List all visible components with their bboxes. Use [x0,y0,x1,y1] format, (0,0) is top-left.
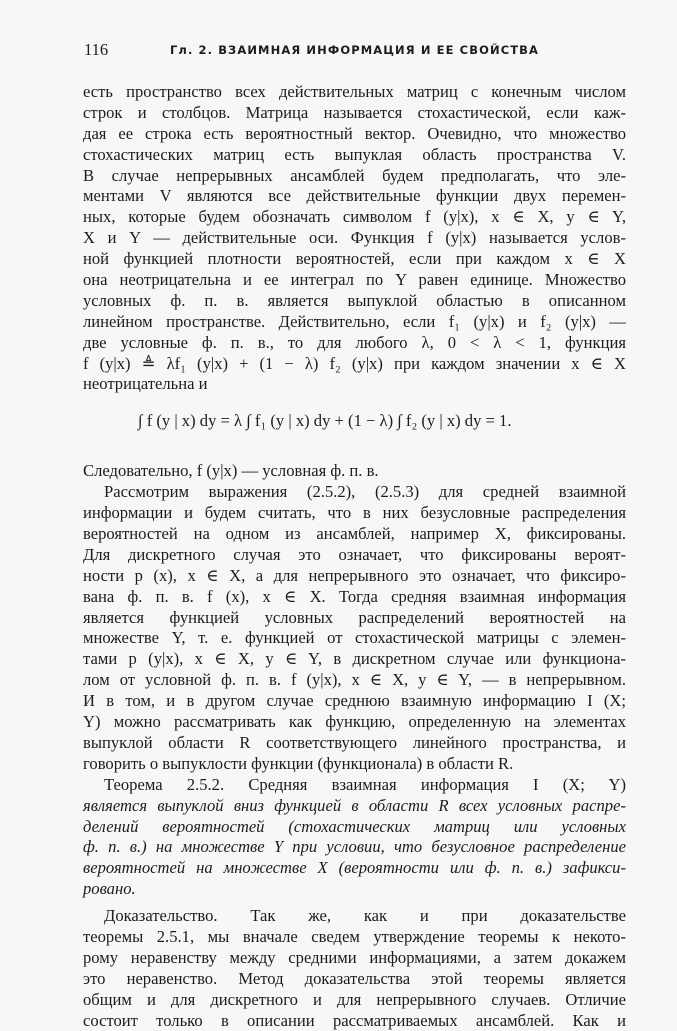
display-formula [83,395,626,461]
text-line: теоремы 2.5.1, мы вначале сведем утверждение теоремы к некото- [83,926,626,946]
text-line: условных ф. п. в. является выпуклой областью в описанном [83,290,626,310]
text-line: В случае непрерывных ансамблей будем предполагать, что эле- [83,165,626,185]
text-line: f (y|x) ≜ λf₁ (y|x) + (1 − λ) f₂ (y|x) при каждом значении x ∈ X [83,353,626,373]
text-line: X и Y — действительные оси. Функция f (y|x) называется услов- [83,228,626,248]
text-line: Рассмотрим выражения (2.5.2), (2.5.3) для средней взаимной [104,482,626,502]
text-line: есть пространство всех действительных матриц с конечным числом [83,82,626,101]
text-line: лом от условной ф. п. в. f (y|x), x ∈ X, y ∈ Y, — в непрерывном. [83,670,626,690]
text-line: две условные ф. п. в., то для любого λ, 0 < λ < 1, функция [83,332,626,352]
text-line: строк и столбцов. Матрица называется стохастической, если каж- [83,102,626,122]
paragraph-3 [83,482,626,774]
text-line: множестве Y, т. е. функцией от стохастической матрицы с элемен- [83,628,626,648]
text-line: вана ф. п. в. f (x), x ∈ X. Тогда средняя взаимная информация [83,586,626,606]
theorem-line: ровано. [83,879,136,899]
text-line: это неравенство. Метод доказательства этой теоремы является [83,968,626,988]
text-line: она неотрицательна и ее интеграл по Y равен единице. Множество [83,270,626,290]
theorem-heading-line: Теорема 2.5.2. Средняя взаимная информация I (X; Y) [104,774,626,794]
text-line: линейном пространстве. Действительно, если f₁ (y|x) и f₂ (y|x) — [83,311,626,331]
text-line: общим и для дискретного и для непрерывного случаев. Отличие [83,989,626,1009]
paragraph-1 [83,82,626,395]
proof-heading-line: Доказательство. Так же, как и при доказательстве [104,906,626,926]
theorem-2-5-2 [83,775,626,900]
text-line: Y) можно рассматривать как функцию, определенную на элементах [83,712,626,732]
theorem-line: является выпуклой вниз функцией в области R всех условных распре- [83,795,626,815]
theorem-line: делений вероятностей (стохастических матриц или условных [83,816,626,836]
text-line: ментами V являются все действительные функции двух перемен- [83,186,626,206]
page-number: 116 [84,40,109,59]
text-line: выпуклой области R соответствующего линейного пространства, и [83,732,626,752]
text-line: Следовательно, f (y|x) — условная ф. п. в. [83,461,379,481]
body-text [83,82,626,1031]
text-line: неотрицательна и [83,374,208,394]
proof [83,906,626,1031]
text-line: ной функцией плотности вероятностей, если при каждом x ∈ X [83,249,626,269]
text-line: Для дискретного случая это означает, что фиксированы вероят- [83,544,626,564]
text-line: ных, которые будем обозначать символом f (y|x), x ∈ X, y ∈ Y, [83,207,626,227]
text-line: вероятностей на одном из ансамблей, например X, фиксированы. [83,524,626,544]
text-line: ности p (x), x ∈ X, а для непрерывного это означает, что фиксиро- [83,565,626,585]
theorem-line: ф. п. в.) на множестве Y при условии, что безусловное распределение [83,837,626,857]
formula-integral-equation: ∫ f (y | x) dy = λ ∫ f₁ (y | x) dy + (1 − λ) ∫ f₂ (y | x) dy = 1. [138,411,512,431]
text-line: дая ее строка есть вероятностный вектор. Очевидно, что множество [83,123,626,143]
text-line: состоит только в описании рассматриваемых ансамблей. Как и [83,1010,626,1030]
text-line: информации и будем считать, что в них безусловные распределения [83,503,626,523]
text-line: является функцией условных распределений вероятностей на [83,607,626,627]
running-header: Гл. 2. ВЗАИМНАЯ ИНФОРМАЦИЯ И ЕЕ СВОЙСТВА [170,43,540,57]
text-line: И в том, и в другом случае среднюю взаимную информацию I (X; [83,691,626,711]
text-line: говорить о выпуклости функции (функционала) в области R. [83,753,514,773]
theorem-line: вероятностей на множестве X (вероятности или ф. п. в.) зафикси- [83,858,626,878]
text-line: рому неравенству между средними информациями, а затем докажем [83,947,626,967]
text-line: стохастических матриц есть выпуклая область пространства V. [83,144,626,164]
paragraph-2 [83,461,626,482]
text-line: тами p (y|x), x ∈ X, y ∈ Y, в дискретном случае или функциона- [83,649,626,669]
